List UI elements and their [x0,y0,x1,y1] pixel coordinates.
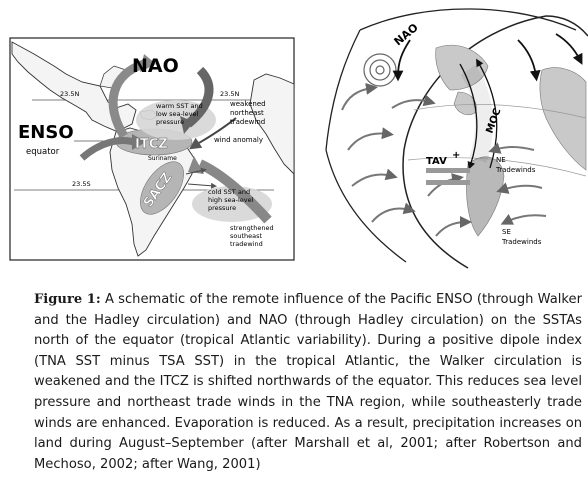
suriname-label: Suriname [148,155,177,162]
nao-label: NAO [132,55,179,77]
circulation-arrow-dark [518,40,536,76]
wind-anomaly-label: wind anomaly [214,136,263,144]
africa-blob [540,68,586,170]
se-tradewind-arrow [506,215,546,222]
cold-sst-label-2: high sea-level [208,196,254,204]
se-tradewinds-label-1: SE [502,228,511,236]
warm-sst-label-3: pressure [156,118,185,126]
weakened-label-3: tradewind [230,118,266,126]
circulation-arrow [436,222,466,236]
atmosphere-arc-bottom [326,150,406,262]
ne-tradewinds-label-1: NE [496,156,506,164]
ne-tradewind-arrow [494,147,534,150]
nao-globe-label: NAO [391,20,421,49]
se-tradewinds-label-2: Tradewinds [502,238,542,246]
left-schematic-map [4,24,300,264]
strengthened-label-1: strengthened [230,224,274,232]
circulation-arrow [352,174,392,186]
left-map-svg [4,24,300,264]
cold-sst-label-1: cold SST and [208,188,251,196]
enso-label: ENSO [18,122,74,143]
right-globe-svg [318,0,588,272]
itcz-label: ITCZ [135,137,168,152]
circulation-arrow [392,100,430,108]
lat-23n-east-label: 23.5N [220,90,240,98]
strengthened-label-2: southeast [230,232,263,240]
cold-sst-label-3: pressure [208,204,237,212]
moc-label: MOC [484,107,504,136]
nao-swirl-mid [370,60,390,80]
warm-sst-label-2: low sea-level [156,110,199,118]
strengthened-label-3: tradewind [230,240,263,248]
circulation-arrow [342,88,372,110]
right-globe-schematic [318,0,588,272]
weakened-label-1: weakened [230,100,266,108]
figure-label: Figure 1: [34,292,101,307]
atmosphere-arc-top [360,9,576,30]
sacz-label: SACZ [140,170,176,211]
caption-text: A schematic of the remote influence of the Pacific ENSO (through Walker and the Hadley circulation) and NAO (through Hadley circulation) on the SSTAs north of the equator (tropical Atlantic variability). During a positive dipole index (TNA SST minus TSA SST) in the tropical Atlantic, the Walker circulation is weakened and the ITCZ is shifted northwards of the equator. This reduces sea level pressure and northeast trade winds in the TNA region, while southeasterly trade winds are enhanced. Evaporation is reduced. As a result, precipitation increases on land during August–September (after Marshall et al, 2001; after Robertson and Mechoso, 2002; after Wang, 2001) [34,292,582,472]
se-tradewind-arrow [502,186,542,190]
nao-swirl-inner [376,66,384,74]
lat-23n-label: 23.5N [60,90,80,98]
nao-swirl-outer [364,54,396,86]
plus-sign: + [452,150,461,161]
atmosphere-arc-left [326,30,360,150]
tav-label: TAV [426,156,447,167]
equator-label: equator [26,147,60,157]
tav-bar [426,168,470,173]
weakened-label-2: northeast [230,109,264,117]
lat-23s-label: 23.5S [72,180,91,188]
circulation-arrow-dark [556,34,580,60]
tav-bar [426,180,470,185]
circulation-arrow [348,134,388,150]
figure-caption [34,290,582,475]
warm-sst-label-1: warm SST and [156,102,203,110]
ne-tradewinds-label-2: Tradewinds [496,166,536,174]
circulation-arrow [372,209,410,223]
